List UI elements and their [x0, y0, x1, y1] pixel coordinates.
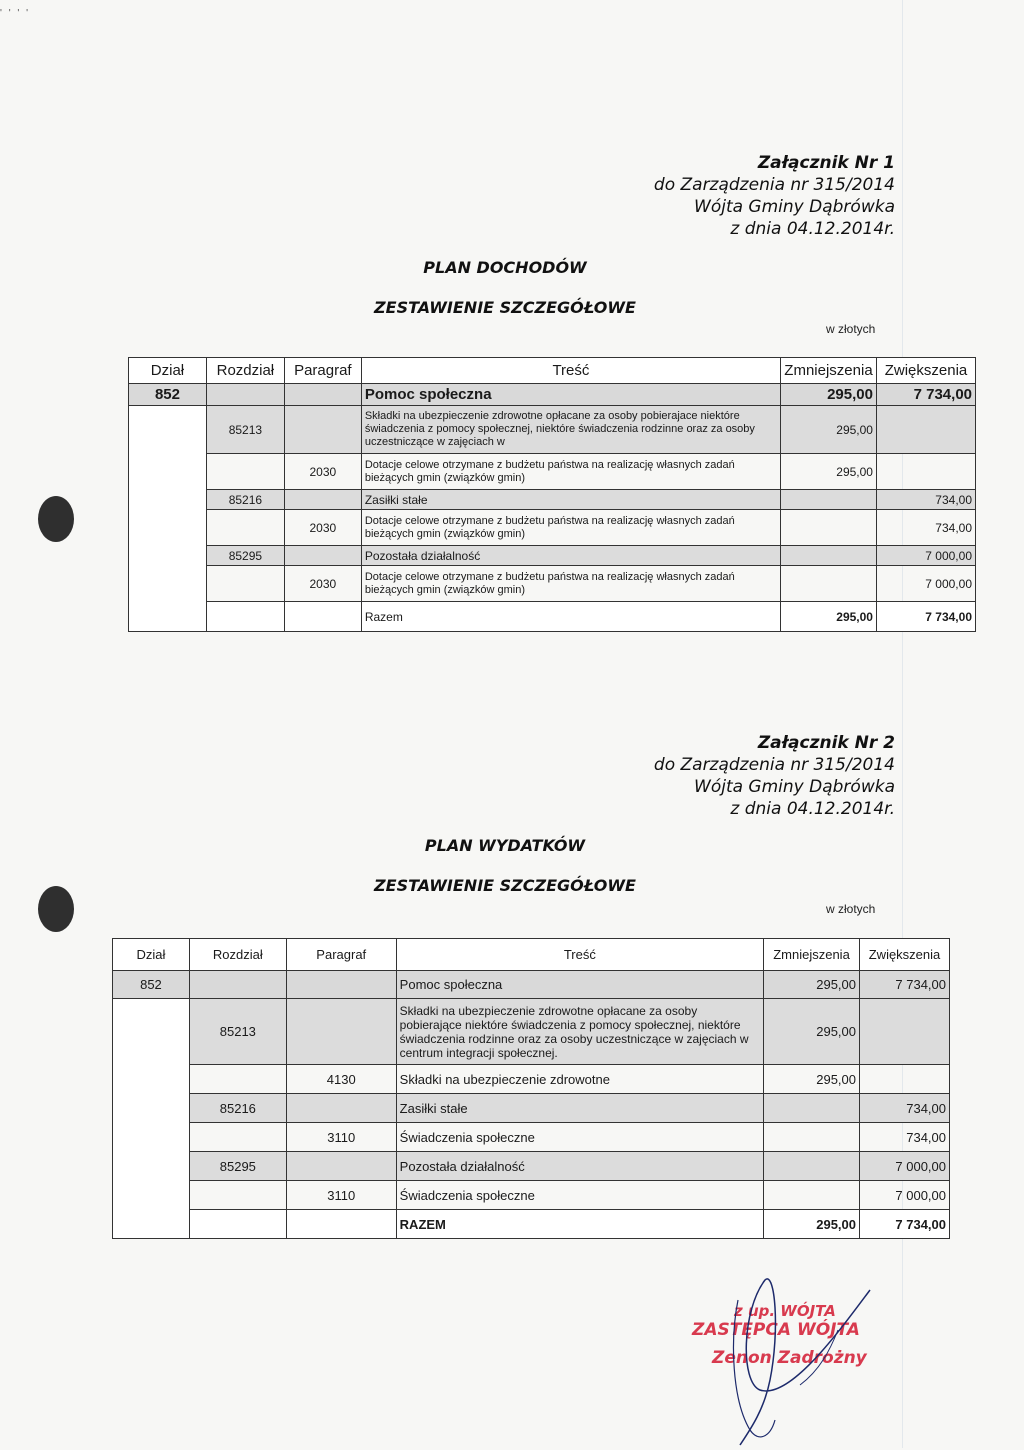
- header-tresc: Treść: [396, 939, 763, 971]
- cell-paragraf: 2030: [284, 454, 361, 490]
- cell-zwiekszenia: 7 000,00: [876, 546, 975, 566]
- cell-zwiekszenia: 734,00: [860, 1094, 950, 1123]
- cell-empty: [876, 454, 975, 490]
- cell-empty: [781, 546, 877, 566]
- table-row: [129, 454, 976, 490]
- cell-tresc: Świadczenia społeczne: [396, 1181, 763, 1210]
- table-row: [113, 1094, 950, 1123]
- cell-rozdzial: 85216: [206, 490, 284, 510]
- table-total-row: [129, 602, 976, 632]
- cell-tresc: Składki na ubezpieczenie zdrowotne: [396, 1065, 763, 1094]
- cell-paragraf: 2030: [284, 510, 361, 546]
- cell-empty: [284, 490, 361, 510]
- table-row: [113, 999, 950, 1065]
- attachment-1-header: [560, 152, 895, 240]
- cell-zwiekszenia: 7 000,00: [876, 566, 975, 602]
- stamp-line-2: ZASTĘPCA WÓJTA: [692, 1320, 860, 1340]
- cell-tresc-text: Składki na ubezpieczenie zdrowotne opłacane za osoby pobierajace niektóre świadczenia z pomocy społecznej, niektóre świadczenia rodzinne oraz za osoby uczestniczące w zajęciach w: [364, 410, 755, 448]
- cell-paragraf: 3110: [286, 1181, 396, 1210]
- table-header-row: [129, 358, 976, 384]
- attachment-1-ordinance: do Zarządzenia nr 315/2014: [653, 175, 895, 195]
- cell-tresc: Pomoc społeczna: [361, 384, 780, 406]
- cell-zmniejszenia: 295,00: [764, 971, 860, 999]
- cell-empty: [781, 490, 877, 510]
- plan-2-table: [112, 938, 950, 1239]
- header-paragraf: Paragraf: [286, 939, 396, 971]
- cell-zwiekszenia: 734,00: [876, 490, 975, 510]
- cell-rozdzial: 85213: [189, 999, 286, 1065]
- cell-tresc: [361, 510, 780, 546]
- cell-empty: [206, 566, 284, 602]
- table-row: [129, 490, 976, 510]
- header-paragraf: Paragraf: [284, 358, 361, 384]
- header-dzial: Dział: [113, 939, 190, 971]
- cell-empty: [206, 602, 284, 632]
- table-row: [113, 971, 950, 999]
- cell-tresc: Świadczenia społeczne: [396, 1123, 763, 1152]
- plan-2-subtitle: ZESTAWIENIE SZCZEGÓŁOWE: [374, 876, 636, 895]
- punch-hole-upper: [38, 496, 74, 542]
- plan-2-title: PLAN WYDATKÓW: [424, 836, 586, 855]
- cell-dzial: 852: [113, 971, 190, 999]
- table-row: [129, 510, 976, 546]
- cell-zwiekszenia: 734,00: [876, 510, 975, 546]
- cell-zwiekszenia: 7 734,00: [876, 384, 975, 406]
- cell-empty: [764, 1152, 860, 1181]
- attachment-2-header: [560, 732, 895, 820]
- cell-zmniejszenia: 295,00: [781, 602, 877, 632]
- cell-zmniejszenia: 295,00: [781, 406, 877, 454]
- header-tresc: Treść: [361, 358, 780, 384]
- cell-empty: [781, 566, 877, 602]
- plan-1-unit: w złotych: [826, 322, 876, 336]
- header-zwiekszenia: Zwiększenia: [876, 358, 975, 384]
- stamp-line-1: z up. WÓJTA: [734, 1302, 836, 1320]
- stamp-line-3: Zenon Zadrożny: [712, 1348, 867, 1368]
- table-row: [113, 1152, 950, 1181]
- cell-rozdzial: 85295: [206, 546, 284, 566]
- header-dzial: Dział: [129, 358, 207, 384]
- cell-tresc: [361, 406, 780, 454]
- attachment-2-issuer: Wójta Gminy Dąbrówka: [694, 777, 895, 797]
- cell-dzial: 852: [129, 384, 207, 406]
- cell-empty: [860, 999, 950, 1065]
- table-row: [129, 566, 976, 602]
- table-row: [113, 1123, 950, 1152]
- cell-tresc: Razem: [361, 602, 780, 632]
- cell-tresc: [396, 999, 763, 1065]
- cell-empty: [286, 971, 396, 999]
- cell-tresc: Zasiłki stałe: [396, 1094, 763, 1123]
- cell-tresc-text: Składki na ubezpieczenie zdrowotne opłacane za osoby pobierające niektóre świadczenia z pomocy społecznej, niektóre świadczenia rodzinne oraz za osoby uczestniczące w zajęciach w centrum integracji społecznej.: [399, 1003, 749, 1060]
- cell-empty: [189, 1065, 286, 1094]
- cell-tresc: Pozostała działalność: [361, 546, 780, 566]
- cell-zwiekszenia: 7 734,00: [860, 1210, 950, 1239]
- cell-tresc: [361, 454, 780, 490]
- cell-empty: [764, 1094, 860, 1123]
- signature-scribble: [680, 1270, 890, 1450]
- cell-paragraf: 2030: [284, 566, 361, 602]
- attachment-2-date: z dnia 04.12.2014r.: [730, 799, 895, 819]
- plan-1-subtitle: ZESTAWIENIE SZCZEGÓŁOWE: [374, 298, 636, 317]
- attachment-1-issuer: Wójta Gminy Dąbrówka: [694, 197, 895, 217]
- table-row: [113, 1181, 950, 1210]
- table-row: [129, 384, 976, 406]
- cell-empty: [781, 510, 877, 546]
- cell-zwiekszenia: 7 734,00: [876, 602, 975, 632]
- plan-1-table: [128, 357, 976, 632]
- cell-empty: [284, 546, 361, 566]
- cell-tresc-text: Dotacje celowe otrzymane z budżetu państwa na realizację własnych zadań bieżących gmin (związków gmin): [364, 514, 735, 540]
- cell-zwiekszenia: 7 000,00: [860, 1181, 950, 1210]
- cell-zmniejszenia: 295,00: [764, 1210, 860, 1239]
- cell-empty: [876, 406, 975, 454]
- cell-empty: [286, 1094, 396, 1123]
- cell-empty: [764, 1123, 860, 1152]
- cell-rozdzial: 85295: [189, 1152, 286, 1181]
- table-row: [113, 1065, 950, 1094]
- cell-tresc: RAZEM: [396, 1210, 763, 1239]
- cell-zwiekszenia: 7 000,00: [860, 1152, 950, 1181]
- scan-marks: ' ' ' ': [0, 8, 30, 19]
- cell-empty: [206, 510, 284, 546]
- cell-paragraf: 3110: [286, 1123, 396, 1152]
- cell-dzial-span: [113, 999, 190, 1239]
- header-zmniejszenia: Zmniejszenia: [764, 939, 860, 971]
- cell-zmniejszenia: 295,00: [781, 384, 877, 406]
- cell-tresc: Pozostała działalność: [396, 1152, 763, 1181]
- cell-empty: [764, 1181, 860, 1210]
- cell-empty: [189, 1210, 286, 1239]
- cell-zwiekszenia: 7 734,00: [860, 971, 950, 999]
- cell-tresc: Zasiłki stałe: [361, 490, 780, 510]
- cell-paragraf: 4130: [286, 1065, 396, 1094]
- attachment-1-date: z dnia 04.12.2014r.: [730, 219, 895, 239]
- header-zmniejszenia: Zmniejszenia: [781, 358, 877, 384]
- cell-empty: [206, 454, 284, 490]
- table-header-row: [113, 939, 950, 971]
- attachment-1-number: Załącznik Nr 1: [757, 153, 895, 173]
- cell-empty: [189, 1181, 286, 1210]
- cell-empty: [284, 602, 361, 632]
- cell-empty: [189, 1123, 286, 1152]
- cell-empty: [206, 384, 284, 406]
- cell-rozdzial: 85216: [189, 1094, 286, 1123]
- punch-hole-lower: [38, 886, 74, 932]
- table-row: [129, 406, 976, 454]
- header-zwiekszenia: Zwiększenia: [860, 939, 950, 971]
- cell-zwiekszenia: 734,00: [860, 1123, 950, 1152]
- cell-empty: [284, 406, 361, 454]
- plan-1-title: PLAN DOCHODÓW: [423, 258, 587, 277]
- cell-zmniejszenia: 295,00: [781, 454, 877, 490]
- attachment-2-number: Załącznik Nr 2: [757, 733, 895, 753]
- table-row: [129, 546, 976, 566]
- cell-empty: [286, 1210, 396, 1239]
- table-total-row: [113, 1210, 950, 1239]
- cell-tresc-text: Dotacje celowe otrzymane z budżetu państwa na realizację własnych zadań bieżących gmin (związków gmin): [364, 458, 735, 484]
- cell-tresc: [361, 566, 780, 602]
- cell-empty: [286, 999, 396, 1065]
- attachment-2-ordinance: do Zarządzenia nr 315/2014: [653, 755, 895, 775]
- header-rozdzial: Rozdział: [189, 939, 286, 971]
- cell-empty: [189, 971, 286, 999]
- header-rozdzial: Rozdział: [206, 358, 284, 384]
- cell-zmniejszenia: 295,00: [764, 999, 860, 1065]
- cell-zmniejszenia: 295,00: [764, 1065, 860, 1094]
- cell-empty: [286, 1152, 396, 1181]
- cell-dzial-span: [129, 406, 207, 632]
- cell-rozdzial: 85213: [206, 406, 284, 454]
- plan-2-unit: w złotych: [826, 902, 876, 916]
- cell-empty: [860, 1065, 950, 1094]
- cell-empty: [284, 384, 361, 406]
- cell-tresc: Pomoc społeczna: [396, 971, 763, 999]
- cell-tresc-text: Dotacje celowe otrzymane z budżetu państwa na realizację własnych zadań bieżących gmin (związków gmin): [364, 570, 735, 596]
